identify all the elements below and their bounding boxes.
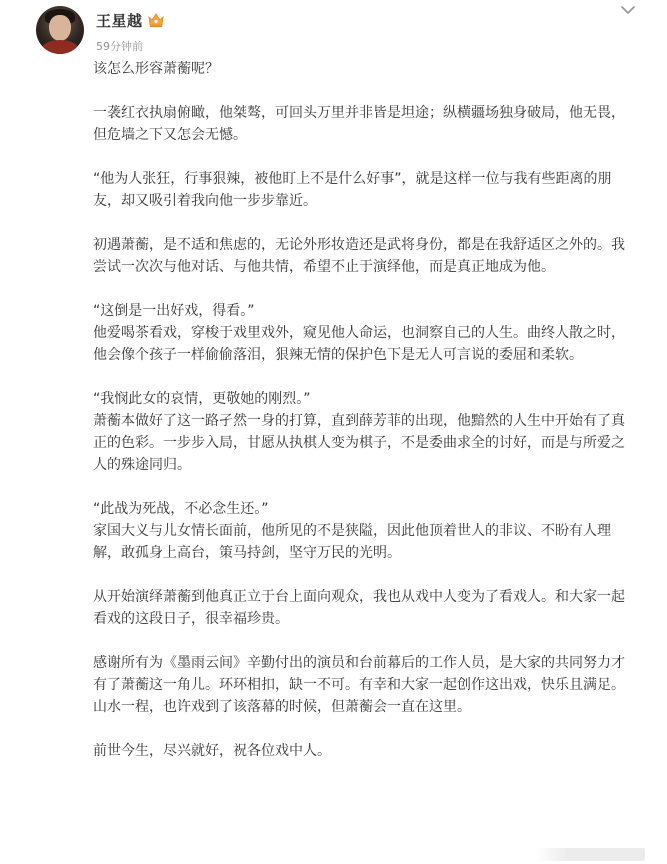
post-quote-line: “我悯此女的哀情，更敬她的刚烈。”	[93, 391, 311, 407]
chevron-down-icon[interactable]	[620, 4, 636, 16]
post-line: 他爱喝茶看戏，穿梭于戏里戏外，窥见他人命运，也洞察自己的人生。曲终人散之时，	[93, 325, 625, 341]
post-line: 家国大义与儿女情长面前，他所见的不是狭隘，因此他顶着世人的非议、不盼有人理	[93, 523, 611, 539]
post-line: 初遇萧蘅，是不适和焦虑的，无论外形妆造还是武将身份，都是在我舒适区之外的。我	[93, 237, 625, 253]
post-line: 感谢所有为《墨雨云间》辛勤付出的演员和台前幕后的工作人员，是大家的共同努力才	[93, 655, 625, 671]
post-line: 他会像个孩子一样偷偷落泪，狠辣无情的保护色下是无人可言说的委屈和柔软。	[93, 347, 583, 363]
post-line: 友，却又吸引着我向他一步步靠近。	[93, 193, 317, 209]
post-paragraph	[93, 740, 633, 762]
watermark	[535, 848, 645, 861]
post-line: 该怎么形容萧蘅呢？	[93, 61, 219, 77]
post-line: 看戏的这段日子，很幸福珍贵。	[93, 611, 289, 627]
post-paragraph	[93, 102, 633, 146]
post-line: 尝试一次次与他对话、与他共情，希望不止于演绎他，而是真正地成为他。	[93, 259, 555, 275]
post-paragraph	[93, 168, 633, 212]
post-line: 但危墙之下又怎会无憾。	[93, 127, 247, 143]
post-paragraph	[93, 234, 633, 278]
post-content	[93, 58, 633, 784]
post-paragraph	[93, 388, 633, 476]
post-timestamp[interactable]: 59分钟前	[96, 40, 143, 53]
post-line: 人的殊途同归。	[93, 457, 191, 473]
post-line: “他为人张狂，行事狠辣，被他盯上不是什么好事”，就是这样一位与我有些距离的朋	[93, 171, 612, 187]
vip-crown-icon[interactable]	[147, 12, 165, 28]
post-paragraph	[93, 498, 633, 564]
post-line: 有了萧蘅这一角儿。环环相扣，缺一不可。有幸和大家一起创作这出戏，快乐且满足。	[93, 677, 625, 693]
post-quote-line: “此战为死战，不必念生还。”	[93, 501, 269, 517]
post-paragraph	[93, 586, 633, 630]
post-paragraph	[93, 58, 633, 80]
avatar[interactable]	[36, 6, 84, 54]
post-line: 从开始演绎萧蘅到他真正立于台上面向观众，我也从戏中人变为了看戏人。和大家一起	[93, 589, 625, 605]
user-name[interactable]: 王星越	[96, 12, 143, 30]
post-paragraph	[93, 652, 633, 718]
post-line: 解，敢孤身上高台，策马持剑，坚守万民的光明。	[93, 545, 401, 561]
post-line: 山水一程，也许戏到了该落幕的时候，但萧蘅会一直在这里。	[93, 699, 471, 715]
post-line: 正的色彩。一步步入局，甘愿从执棋人变为棋子，不是委曲求全的讨好，而是与所爱之	[93, 435, 625, 451]
avatar-face	[49, 15, 71, 41]
post-paragraph	[93, 300, 633, 366]
post-line: 前世今生，尽兴就好，祝各位戏中人。	[93, 743, 331, 759]
post-line: 一袭红衣执扇俯瞰，他桀骜，可回头万里并非皆是坦途；纵横疆场独身破局，他无畏，	[93, 105, 625, 121]
post-line: 萧蘅本做好了这一路孑然一身的打算，直到薛芳菲的出现，他黯然的人生中开始有了真	[93, 413, 625, 429]
avatar-robe	[41, 40, 79, 54]
post-quote-line: “这倒是一出好戏，得看。”	[93, 303, 255, 319]
